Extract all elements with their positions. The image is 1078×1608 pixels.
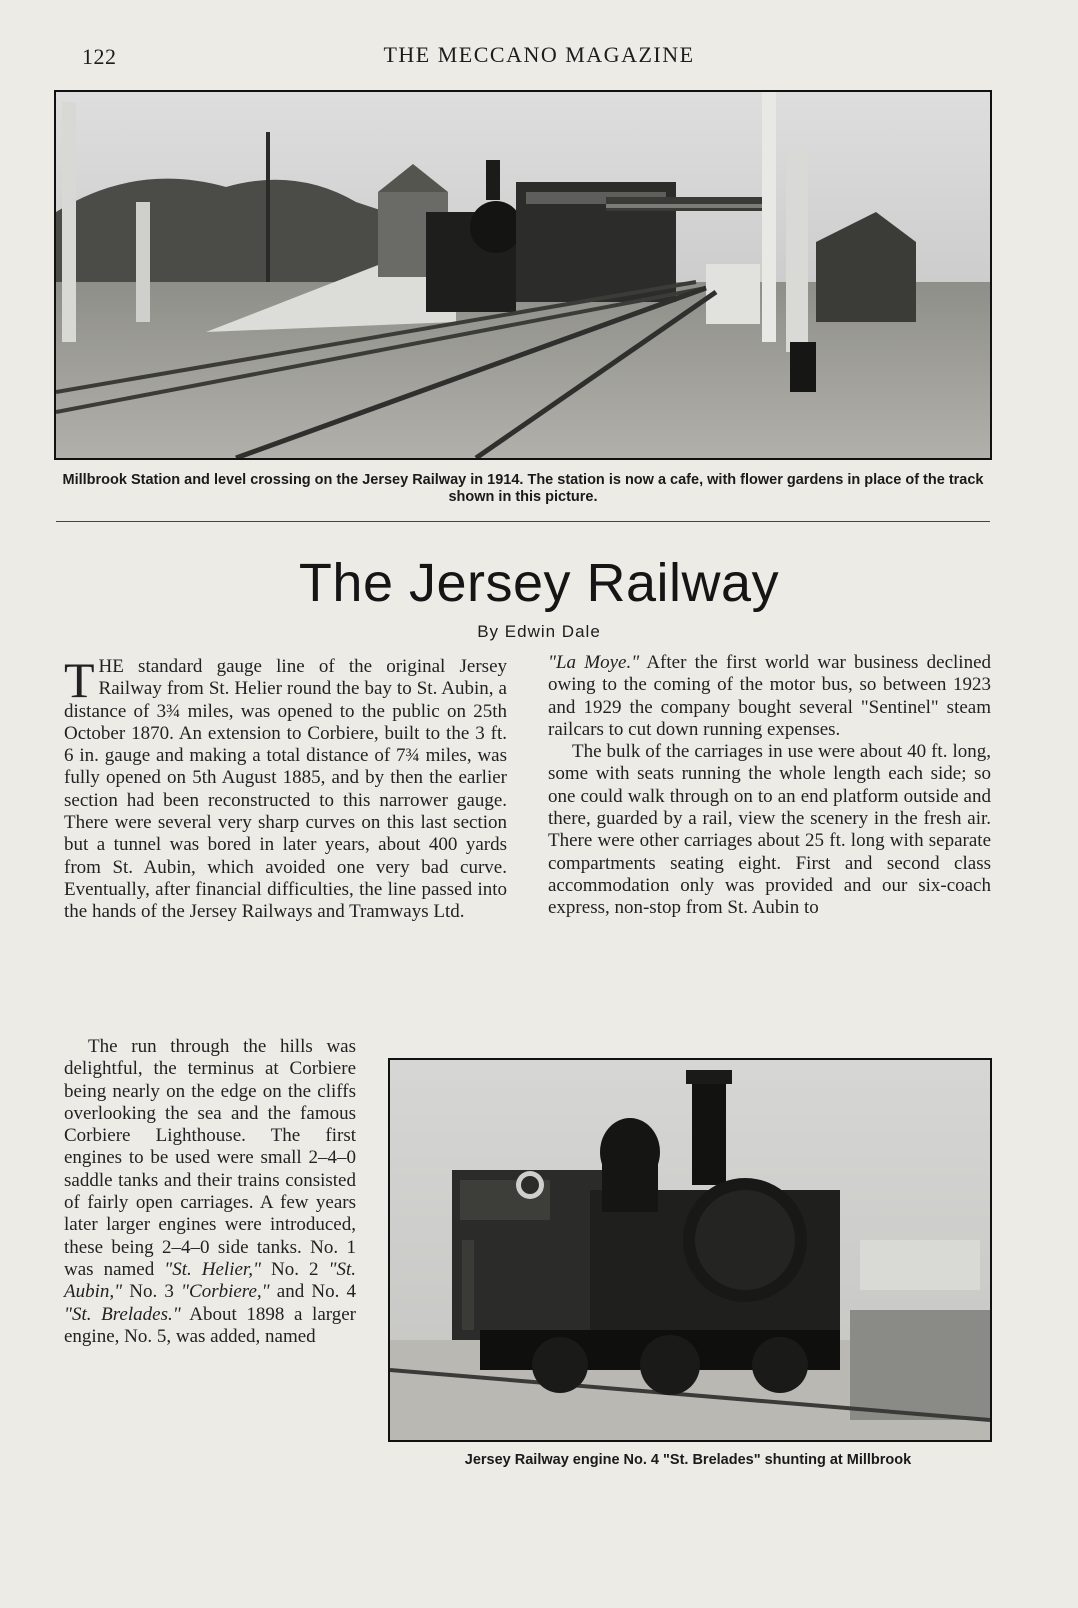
paragraph-la-moye: "La Moye." After the first world war business declined owing to the coming of the motor bus, so between 1923 and 1929 the company bought several "Sentinel" steam railcars to cut down running expenses. bbox=[548, 652, 991, 740]
station-photo-illustration bbox=[56, 92, 990, 458]
engine-photo-illustration bbox=[390, 1060, 990, 1440]
article-left-column-narrow bbox=[64, 1036, 356, 1348]
running-head: THE MECCANO MAGAZINE bbox=[383, 42, 695, 67]
article-byline: By Edwin Dale bbox=[477, 622, 601, 641]
station-photo-caption: Millbrook Station and level crossing on the Jersey Railway in 1914. The station is now a cafe, with flower gardens in place of the track shown in this picture. bbox=[62, 472, 984, 505]
paragraph-opening: THE standard gauge line of the original Jersey Railway from St. Helier round the bay to St. Aubin, a distance of 3¾ miles, was opened to the public on 25th October 1870. An extension to Corbiere, built to the 3 ft. 6 in. gauge and making a total distance of 7¾ miles, was fully opened on 5th August 1885, and by then the earlier section had been reconstructed to this narrower gauge. There were several very sharp curves on this last section but a tunnel was bored in later years, about 400 yards from St. Aubin, which avoided one very bad curve. Eventually, after financial difficulties, the line passed into the hands of the Jersey Railways and Tramways Ltd. bbox=[64, 652, 507, 923]
paragraph-carriages: The bulk of the carriages in use were about 40 ft. long, some with seats running the whole length each side; so one could walk through on to an end platform outside and there, guarded by a rail, view the scenery in the fresh air. There were other carriages about 25 ft. long with separate compartments seating eight. First and second class accommodation only was provided and our six-coach express, non-stop from St. Aubin to bbox=[548, 741, 991, 919]
article-right-column bbox=[548, 652, 991, 920]
page-number: 122 bbox=[82, 44, 117, 69]
article-left-column bbox=[64, 652, 507, 924]
paragraph-the-run: The run through the hills was delightful, the terminus at Corbiere being nearly on the edge on the cliffs overlooking the sea and the famous Corbiere Lighthouse. The first engines to be used were small 2–4–0 saddle tanks and their trains consisted of fairly open carriages. A few years later larger engines were introduced, these being 2–4–0 side tanks. No. 1 was named "St. Helier," No. 2 "St. Aubin," No. 3 "Corbiere," and No. 4 "St. Brelades." About 1898 a larger engine, No. 5, was added, named bbox=[64, 1036, 357, 1347]
engine-photo bbox=[388, 1058, 992, 1442]
millbrook-station-photo bbox=[54, 90, 992, 460]
section-divider bbox=[56, 521, 990, 522]
engine-photo-caption: Jersey Railway engine No. 4 "St. Brelades" shunting at Millbrook bbox=[464, 1452, 912, 1468]
article-title: The Jersey Railway bbox=[298, 553, 780, 613]
drop-cap: T bbox=[64, 652, 95, 708]
